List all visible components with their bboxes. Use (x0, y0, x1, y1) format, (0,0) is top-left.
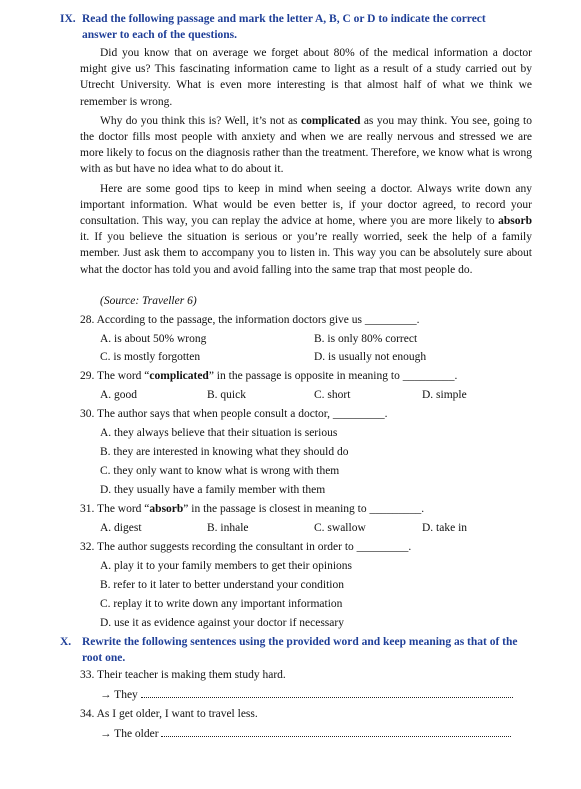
question-32-option-b[interactable]: B. refer to it later to better understand your condition (100, 579, 344, 591)
section-9-number: IX. (60, 13, 76, 25)
question-30-option-c[interactable]: C. they only want to know what is wrong with them (100, 465, 340, 477)
question-33-dotted-blank[interactable] (141, 688, 513, 698)
question-31-option-b[interactable]: B. inhale (207, 522, 249, 534)
passage-paragraph-1: Did you know that on average we forget about 80% of the medical information a doctor might give us? This fascinating information came to light as a result of a study carried out by Utrecht University. What is even more interesting is that almost half of what we think we remember is wrong. (80, 47, 532, 108)
question-34-stem: 34. As I get older, I want to travel less. (80, 708, 258, 720)
question-31-option-c[interactable]: C. swallow (314, 522, 366, 534)
passage-source: (Source: Traveller 6) (100, 295, 197, 307)
passage-paragraph-2 (80, 113, 532, 178)
question-30-option-a[interactable]: A. they always believe that their situation is serious (100, 427, 338, 439)
question-29-stem (80, 370, 457, 382)
passage-p3-bold: absorb (498, 215, 532, 228)
question-33-answer-start: → They (100, 689, 138, 701)
question-32-option-d[interactable]: D. use it as evidence against your doctor if necessary (100, 617, 344, 629)
question-29-stem-bold: complicated (149, 370, 209, 382)
question-29-stem-b: ” in the passage is opposite in meaning to _________. (208, 370, 458, 382)
passage-p2-text-b: as you may think. You see, going to the doctor fills most people with anxiety and when we are really nervous and stressed we are more likely to focus on the diagnosis rather than the treatment. Therefore, we know what is wrong with as but have no idea what to do about it. (80, 114, 532, 176)
question-31-stem-b: ” in the passage is closest in meaning to _________. (183, 503, 425, 515)
question-33-answer-line[interactable] (100, 688, 513, 701)
section-10-title-line2: root one. (82, 652, 126, 664)
question-28-stem: 28. According to the passage, the information doctors give us _________. (80, 314, 420, 326)
question-31-stem-a: 31. The word “ (80, 503, 150, 515)
passage-p3-text-a: Here are some good tips to keep in mind when seeing a doctor. Always write down any important information. What would be even better is, if your doctor agreed, to record your consultation. This way, you can replay the advice at home, where you are more likely to (80, 182, 532, 228)
section-9-heading (60, 11, 532, 43)
section-9-title-line1: Read the following passage and mark the letter A, B, C or D to indicate the correct (82, 13, 486, 25)
question-31-option-a[interactable]: A. digest (100, 522, 142, 534)
section-10-number: X. (60, 636, 72, 648)
passage-paragraph-3 (80, 181, 532, 278)
question-32-option-c[interactable]: C. replay it to write down any important information (100, 598, 343, 610)
question-34-dotted-blank[interactable] (161, 727, 511, 737)
question-30-option-b[interactable]: B. they are interested in knowing what they should do (100, 446, 349, 458)
passage-p3-text-b: it. If you believe the situation is serious or you’re really worried, seek the help of a family member. Just ask them to accompany you to listen in. This way you can be absolutely sure about what the doctor has told you and avoid falling into the same trap that most people do. (80, 231, 532, 276)
question-29-option-d[interactable]: D. simple (422, 389, 467, 401)
question-31-stem (80, 503, 424, 515)
question-32-stem: 32. The author suggests recording the consultant in order to _________. (80, 541, 412, 553)
section-10-title-line1: Rewrite the following sentences using the provided word and keep meaning as that of the (82, 636, 518, 648)
passage-p2-text-a: Why do you think this is? Well, it’s not as (100, 114, 301, 127)
section-10-heading (60, 634, 532, 666)
question-34-answer-start: → The older (100, 728, 159, 740)
question-28-option-b[interactable]: B. is only 80% correct (314, 333, 418, 345)
question-28-option-a[interactable]: A. is about 50% wrong (100, 333, 207, 345)
question-29-option-b[interactable]: B. quick (207, 389, 246, 401)
question-32-option-a[interactable]: A. play it to your family members to get their opinions (100, 560, 353, 572)
question-33-stem: 33. Their teacher is making them study hard. (80, 669, 286, 681)
passage (80, 45, 532, 278)
question-34-answer-line[interactable] (100, 727, 511, 740)
question-31-stem-bold: absorb (149, 503, 184, 515)
question-31-option-d[interactable]: D. take in (422, 522, 468, 534)
question-30-stem: 30. The author says that when people consult a doctor, _________. (80, 408, 388, 420)
question-29-option-c[interactable]: C. short (314, 389, 351, 401)
question-29-option-a[interactable]: A. good (100, 389, 138, 401)
question-28-option-d[interactable]: D. is usually not enough (314, 351, 427, 363)
question-28-option-c[interactable]: C. is mostly forgotten (100, 351, 201, 363)
question-29-stem-a: 29. The word “ (80, 370, 150, 382)
section-9-title-line2: answer to each of the questions. (82, 29, 238, 41)
question-30-option-d[interactable]: D. they usually have a family member with them (100, 484, 326, 496)
passage-p2-bold: complicated (300, 114, 361, 127)
